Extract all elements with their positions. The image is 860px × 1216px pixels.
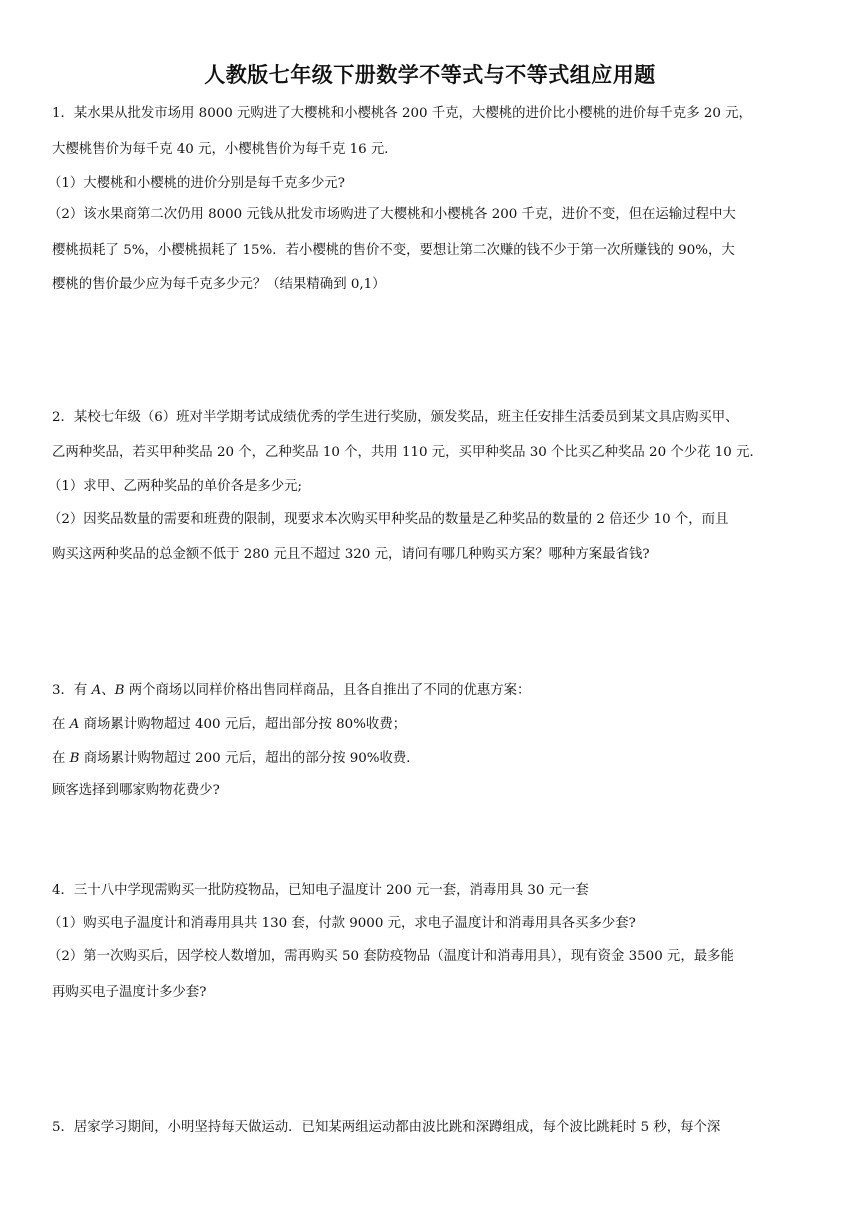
- q4-part-2-line-2: 再购买电子温度计多少套?: [52, 985, 207, 1000]
- q3-var-a: A: [91, 683, 102, 698]
- q3-line-a-pre: 在: [52, 717, 70, 732]
- q4-line-1: 4．三十八中学现需购买一批防疫物品，已知电子温度计 200 元一套，消毒用具 30 元一套: [52, 883, 589, 898]
- q3-line-b-pre: 在: [52, 751, 70, 766]
- q3-question: 顾客选择到哪家购物花费少?: [52, 783, 220, 798]
- q1-line-1: 1．某水果从批发市场用 8000 元购进了大樱桃和小樱桃各 200 千克，大樱桃的进价比小樱桃的进价每千克多 20 元，: [52, 106, 752, 121]
- q1-line-2: 大樱桃售价为每千克 40 元，小樱桃售价为每千克 16 元．: [52, 142, 398, 157]
- q3-line-a-var: A: [69, 717, 80, 732]
- q1-part-2-line-3: 樱桃的售价最少应为每千克多少元？（结果精确到 0,1）: [52, 277, 386, 292]
- q3-line-b-var: B: [69, 751, 80, 766]
- q3-intro-mid: 、: [101, 683, 115, 698]
- q4-part-2-line-1: （2）第一次购买后，因学校人数增加，需再购买 50 套防疫物品（温度计和消毒用具），现有资金 3500 元，最多能: [48, 949, 734, 964]
- q1-part-2-line-1: （2）该水果商第二次仍用 8000 元钱从批发市场购进了大樱桃和小樱桃各 200 千克，进价不变，但在运输过程中大: [48, 207, 736, 222]
- q5-line-1: 5．居家学习期间，小明坚持每天做运动．已知某两组运动都由波比跳和深蹲组成，每个波比跳耗时 5 秒，每个深: [52, 1120, 721, 1135]
- q1-part-1: （1）大樱桃和小樱桃的进价分别是每千克多少元?: [48, 176, 345, 191]
- q4-part-1: （1）购买电子温度计和消毒用具共 130 套，付款 9000 元，求电子温度计和消毒用具各买多少套?: [48, 916, 636, 931]
- q3-intro: [52, 681, 812, 701]
- q2-part-2-line-1: （2）因奖品数量的需要和班费的限制，现要求本次购买甲种奖品的数量是乙种奖品的数量的 2 倍还少 10 个，而且: [48, 512, 729, 527]
- q3-intro-post: 两个商场以同样价格出售同样商品，且各自推出了不同的优惠方案：: [124, 683, 531, 698]
- q2-part-2-line-2: 购买这两种奖品的总金额不低于 280 元且不超过 320 元，请问有哪几种购买方案？哪种方案最省钱?: [52, 547, 650, 562]
- q3-var-b: B: [114, 683, 125, 698]
- q3-line-b-post: 商场累计购物超过 200 元后，超出的部分按 90%收费．: [79, 751, 420, 766]
- q2-part-1: （1）求甲、乙两种奖品的单价各是多少元;: [48, 479, 303, 494]
- q3-line-b: [52, 749, 812, 769]
- q3-line-a-post: 商场累计购物超过 400 元后，超出部分按 80%收费；: [79, 717, 407, 732]
- document-title: 人教版七年级下册数学不等式与不等式组应用题: [204, 63, 656, 87]
- q3-line-a: [52, 715, 812, 735]
- q1-part-2-line-2: 樱桃损耗了 5%，小樱桃损耗了 15%．若小樱桃的售价不变，要想让第二次赚的钱不少于第一次所赚钱的 90%，大: [52, 243, 735, 258]
- q2-line-2: 乙两种奖品，若买甲种奖品 20 个，乙种奖品 10 个，共用 110 元，买甲种奖品 30 个比买乙种奖品 20 个少花 10 元．: [52, 445, 763, 460]
- q3-intro-pre: 3．有: [52, 683, 92, 698]
- q2-line-1: 2．某校七年级（6）班对半学期考试成绩优秀的学生进行奖励，颁发奖品，班主任安排生活委员到某文具店购买甲、: [52, 410, 739, 425]
